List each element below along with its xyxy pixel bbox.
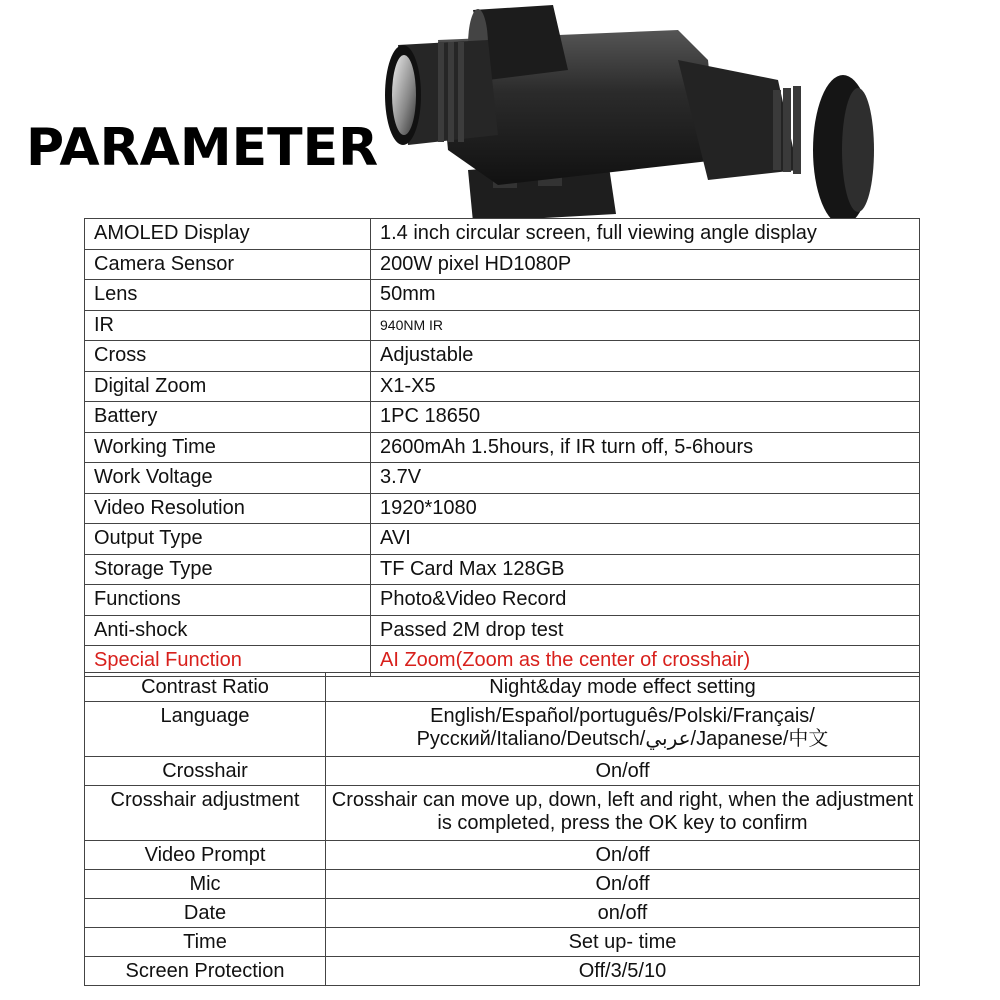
page-title: PARAMETER [26,118,379,178]
table-row: Cross Adjustable [85,341,920,372]
table-row: Mic On/off [85,870,920,899]
table-row: Output Type AVI [85,524,920,555]
table-row: Crosshair On/off [85,757,920,786]
special-function-row: Special Function AI Zoom(Zoom as the center of crosshair) [85,646,920,677]
table-row: IR 940NM IR [85,310,920,341]
table-row: Contrast Ratio Night&day mode effect setting [85,673,920,702]
table-row: Working Time 2600mAh 1.5hours, if IR turn off, 5-6hours [85,432,920,463]
table-row: Storage Type TF Card Max 128GB [85,554,920,585]
table-row: Video Resolution 1920*1080 [85,493,920,524]
table-row: Crosshair adjustment Crosshair can move up, down, left and right, when the adjustment is completed, press the OK key to confirm [85,786,920,841]
table-row: Functions Photo&Video Record [85,585,920,616]
table-row: Date on/off [85,899,920,928]
table-row: AMOLED Display 1.4 inch circular screen, full viewing angle display [85,219,920,250]
parameter-table [84,218,920,677]
table-row: Screen Protection Off/3/5/10 [85,957,920,986]
table-row: Video Prompt On/off [85,841,920,870]
table-row: Work Voltage 3.7V [85,463,920,494]
table-row: Language English/Español/português/Polski/Français/Русский/Italiano/Deutsch/عربي/Japanese/中文 [85,702,920,757]
table-row: Camera Sensor 200W pixel HD1080P [85,249,920,280]
table-row: Digital Zoom X1-X5 [85,371,920,402]
table-row: Time Set up- time [85,928,920,957]
table-row: Battery 1PC 18650 [85,402,920,433]
night-vision-monocular-image [378,0,878,240]
settings-table [84,672,920,986]
table-row: Lens 50mm [85,280,920,311]
table-row: Anti-shock Passed 2M drop test [85,615,920,646]
